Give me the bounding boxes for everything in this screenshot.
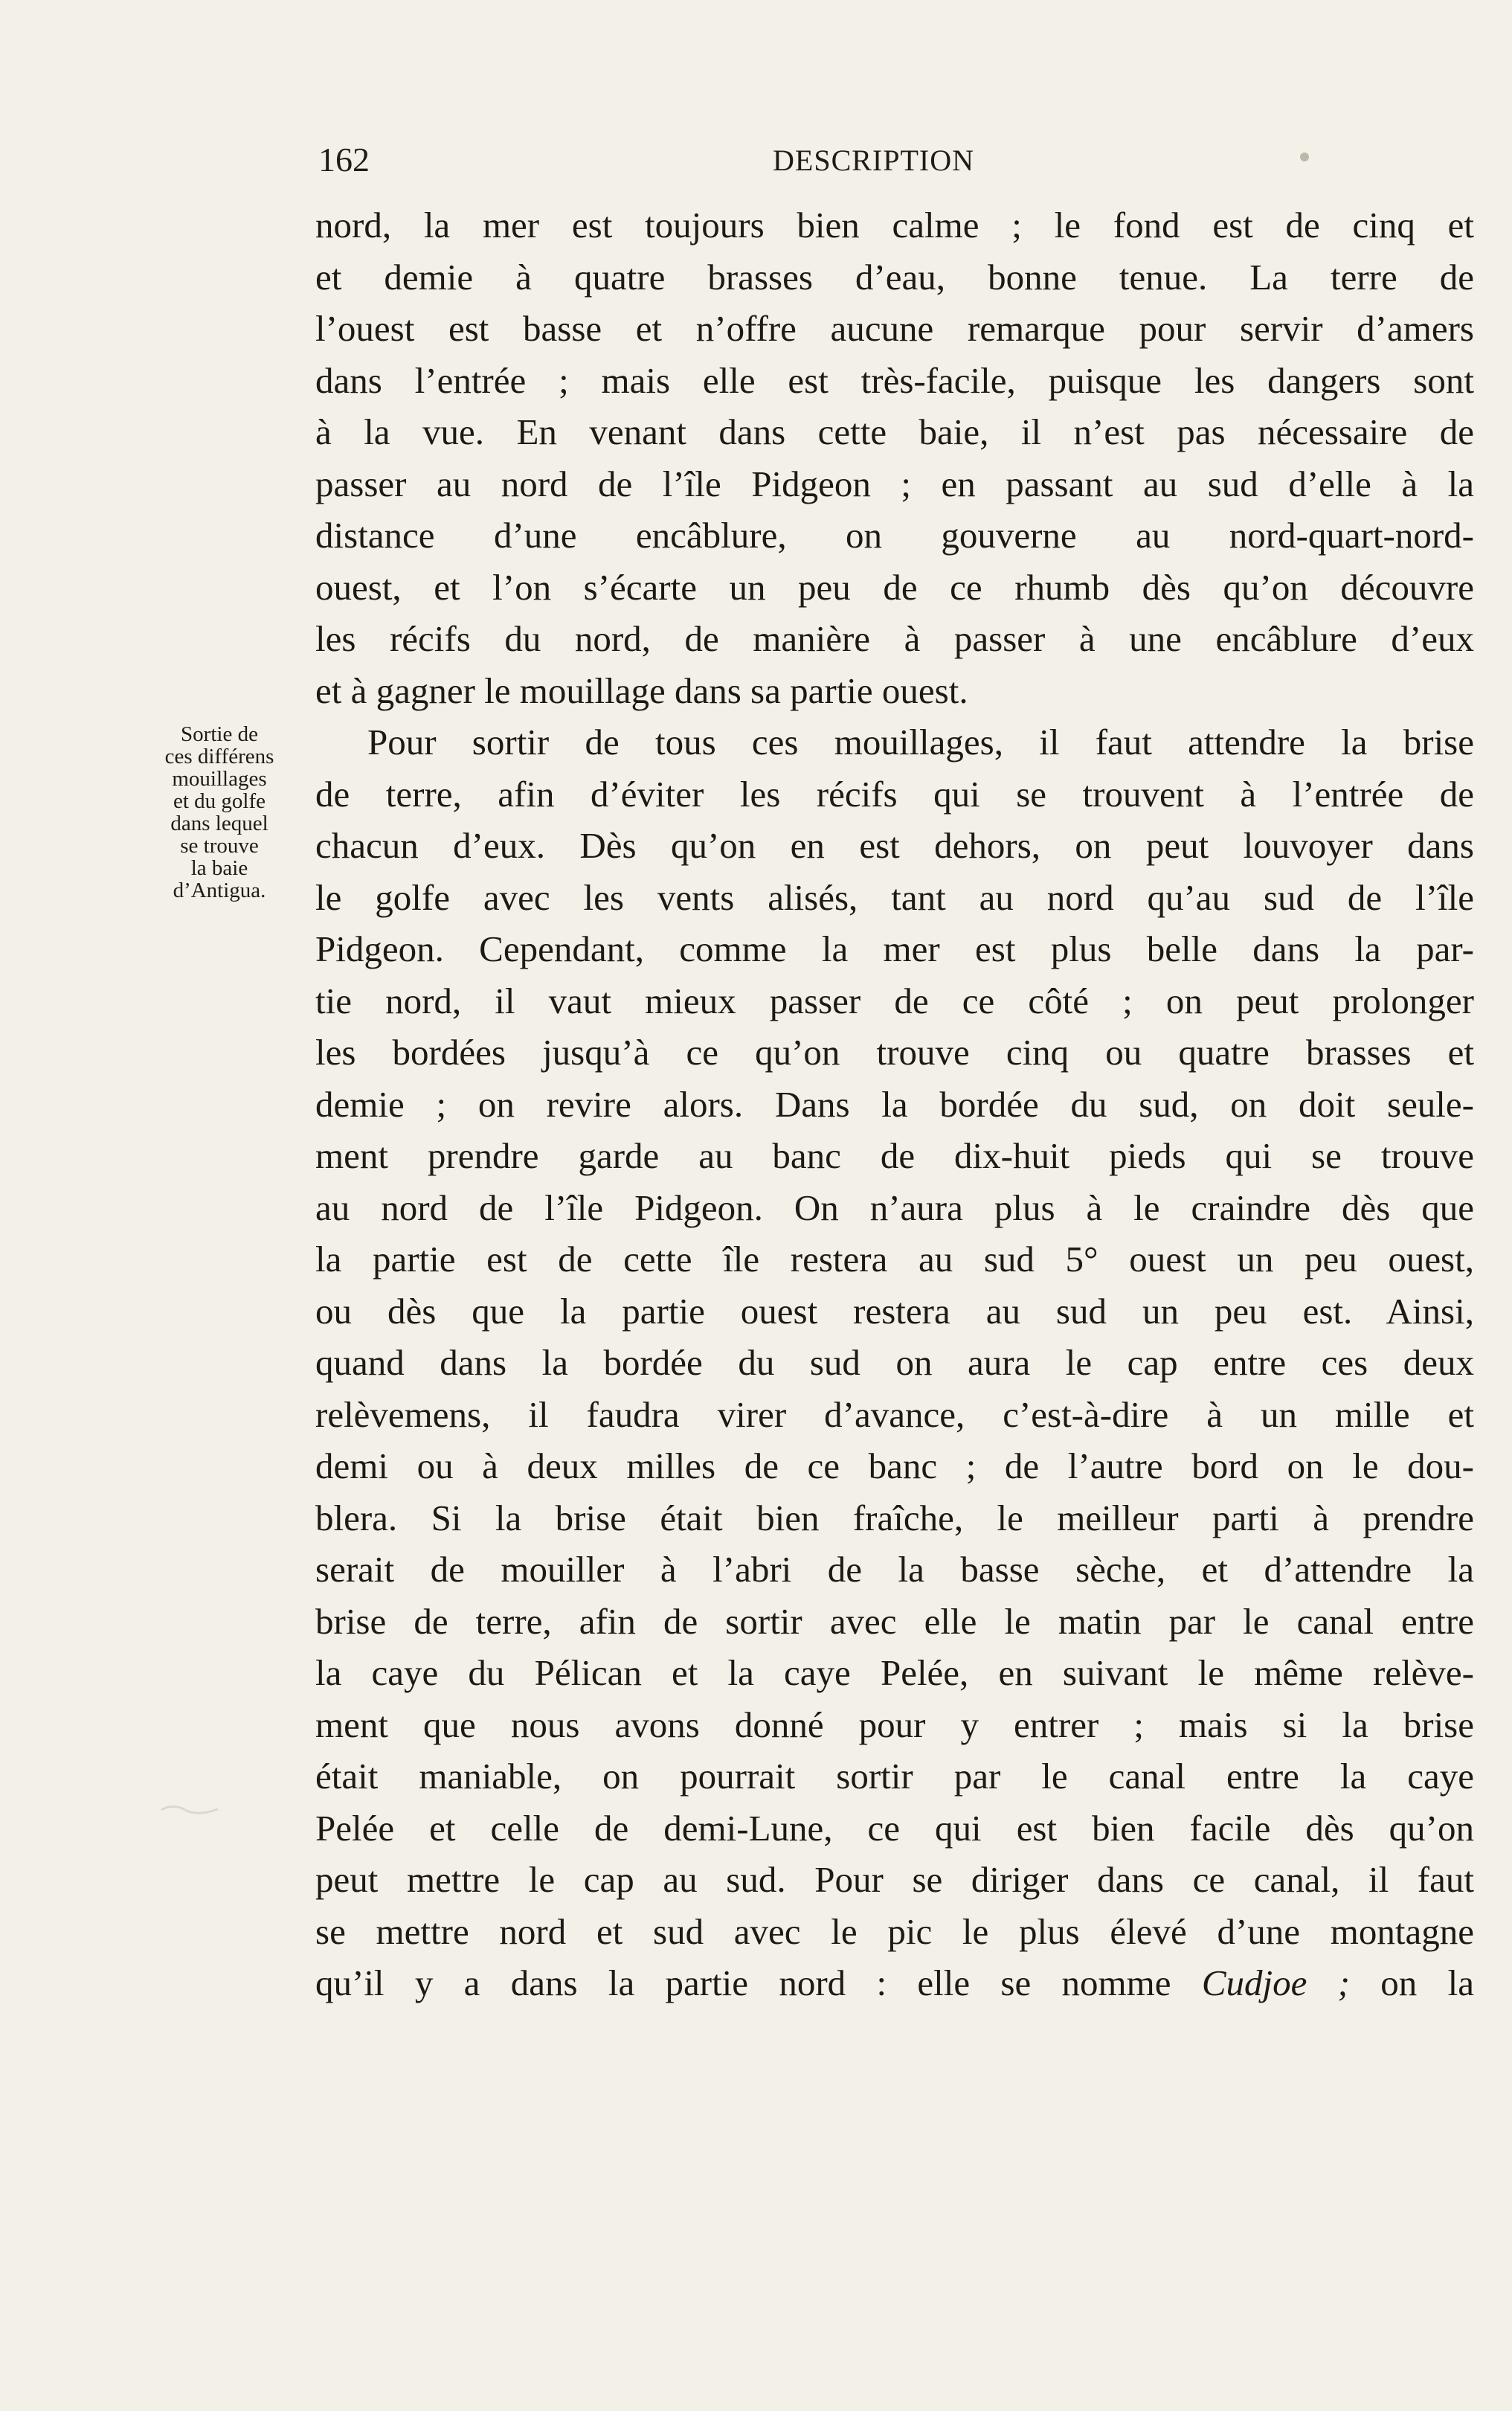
text-line: Pidgeon. Cependant, comme la mer est plus belle dans la par- bbox=[315, 928, 1474, 969]
text-line-final bbox=[315, 1957, 1474, 2009]
text-line: brise de terre, afin de sortir avec elle le matin par le canal entre bbox=[315, 1600, 1474, 1642]
text-fragment: on la bbox=[1350, 1962, 1474, 2003]
page-header bbox=[315, 138, 1468, 190]
text-line: blera. Si la brise était bien fraîche, le meilleur parti à prendre bbox=[315, 1497, 1474, 1538]
text-line: serait de mouiller à l’abri de la basse sèche, et d’attendre la bbox=[315, 1549, 1474, 1590]
text-line: passer au nord de l’île Pidgeon ; en passant au sud d’elle à la bbox=[315, 463, 1474, 504]
text-line: chacun d’eux. Dès qu’on en est dehors, on peut louvoyer dans bbox=[315, 825, 1474, 866]
page-number: 162 bbox=[318, 141, 370, 179]
running-head: DESCRIPTION bbox=[773, 144, 975, 177]
text-line: était maniable, on pourrait sortir par le canal entre la caye bbox=[315, 1756, 1474, 1797]
margin-note-line: se trouve bbox=[180, 834, 259, 858]
text-line: et à gagner le mouillage dans sa partie ouest. bbox=[315, 670, 968, 711]
body-text bbox=[315, 199, 1474, 2009]
text-line: la partie est de cette île restera au sud 5° ouest un peu ouest, bbox=[315, 1239, 1474, 1280]
text-line: tie nord, il vaut mieux passer de ce côté ; on peut prolonger bbox=[315, 980, 1474, 1021]
text-line: ouest, et l’on s’écarte un peu de ce rhumb dès qu’on découvre bbox=[315, 566, 1474, 608]
margin-note-line: ces différens bbox=[164, 745, 274, 768]
text-line: se mettre nord et sud avec le pic le plus élevé d’une montagne bbox=[315, 1910, 1474, 1952]
text-line: la caye du Pélican et la caye Pelée, en suivant le même relève- bbox=[315, 1652, 1474, 1693]
ink-mark-icon bbox=[1300, 153, 1309, 161]
text-line: le golfe avec les vents alisés, tant au nord qu’au sud de l’île bbox=[315, 876, 1474, 918]
faint-stain-icon bbox=[160, 1804, 219, 1816]
text-line: de terre, afin d’éviter les récifs qui se trouvent à l’entrée de bbox=[315, 773, 1474, 815]
text-line: et demie à quatre brasses d’eau, bonne tenue. La terre de bbox=[315, 256, 1474, 298]
text-line: demi ou à deux milles de ce banc ; de l’autre bord on le dou- bbox=[315, 1445, 1474, 1486]
text-line: au nord de l’île Pidgeon. On n’aura plus à le craindre dès que bbox=[315, 1187, 1474, 1228]
text-line: demie ; on revire alors. Dans la bordée du sud, on doit seule- bbox=[315, 1083, 1474, 1125]
text-line: Pelée et celle de demi-Lune, ce qui est bien facile dès qu’on bbox=[315, 1807, 1474, 1849]
text-line: dans l’entrée ; mais elle est très-facile, puisque les dangers sont bbox=[315, 359, 1474, 401]
text-line: les bordées jusqu’à ce qu’on trouve cinq ou quatre brasses et bbox=[315, 1032, 1474, 1073]
italic-name: Cudjoe ; bbox=[1201, 1962, 1350, 2003]
margin-note-line: d’Antigua. bbox=[173, 879, 266, 902]
text-fragment: qu’il y a dans la partie nord : elle se nomme bbox=[315, 1962, 1202, 2003]
margin-note-line: la baie bbox=[190, 856, 248, 880]
text-line: ment prendre garde au banc de dix-huit pieds qui se trouve bbox=[315, 1135, 1474, 1176]
text-line: relèvemens, il faudra virer d’avance, c’est-à-dire à un mille et bbox=[315, 1393, 1474, 1435]
text-line: distance d’une encâblure, on gouverne au nord-quart-nord- bbox=[315, 515, 1474, 556]
text-line: peut mettre le cap au sud. Pour se diriger dans ce canal, il faut bbox=[315, 1859, 1474, 1900]
margin-note-line: Sortie de bbox=[181, 722, 258, 746]
text-line: à la vue. En venant dans cette baie, il n’est pas nécessaire de bbox=[315, 411, 1474, 452]
text-line: l’ouest est basse et n’offre aucune remarque pour servir d’amers bbox=[315, 308, 1474, 349]
text-line: nord, la mer est toujours bien calme ; le fond est de cinq et bbox=[315, 205, 1474, 245]
margin-note-line: mouillages bbox=[172, 767, 267, 791]
text-line: les récifs du nord, de manière à passer à une encâblure d’eux bbox=[315, 618, 1474, 659]
text-line: ou dès que la partie ouest restera au sud un peu est. Ainsi, bbox=[315, 1290, 1474, 1332]
text-line: quand dans la bordée du sud on aura le cap entre ces deux bbox=[315, 1342, 1474, 1383]
margin-note bbox=[135, 723, 303, 902]
margin-note-line: et du golfe bbox=[173, 789, 266, 813]
margin-note-line: dans lequel bbox=[170, 812, 268, 835]
text-line: ment que nous avons donné pour y entrer ; mais si la brise bbox=[315, 1704, 1474, 1745]
text-line: Pour sortir de tous ces mouillages, il faut attendre la brise bbox=[367, 722, 1474, 763]
